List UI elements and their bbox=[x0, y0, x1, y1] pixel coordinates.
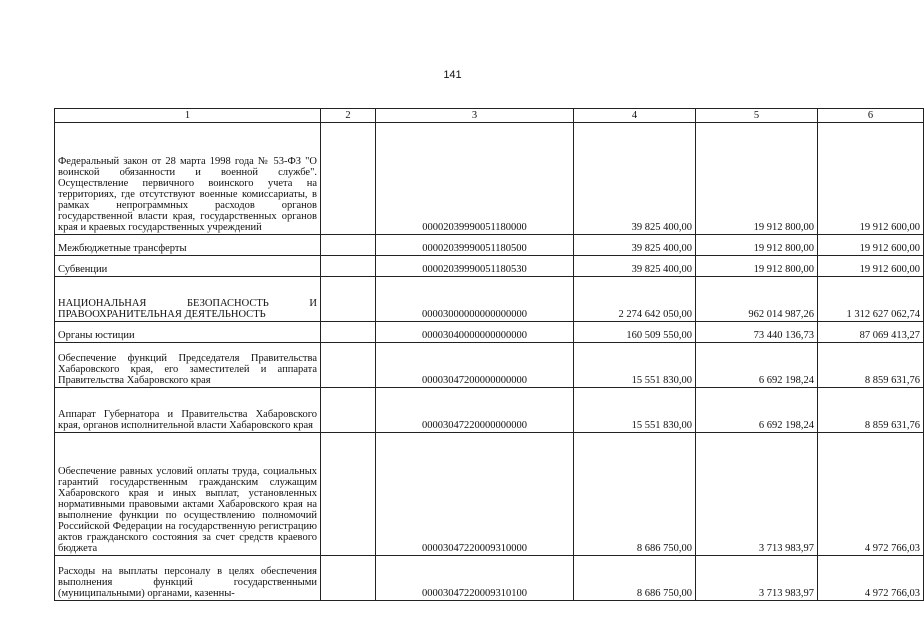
table-row bbox=[55, 556, 924, 601]
row-value-5-cell: 3 713 983,97 bbox=[696, 556, 818, 601]
row-value-4-cell: 15 551 830,00 bbox=[574, 388, 696, 433]
table-row bbox=[55, 343, 924, 388]
row-value-6-cell: 19 912 600,00 bbox=[818, 123, 924, 235]
row-col2-cell bbox=[321, 388, 376, 433]
row-value-5-cell: 19 912 800,00 bbox=[696, 235, 818, 256]
row-value-5-cell: 6 692 198,24 bbox=[696, 388, 818, 433]
row-value-5-cell: 3 713 983,97 bbox=[696, 433, 818, 556]
column-header-3: 3 bbox=[376, 109, 574, 123]
row-col2-cell bbox=[321, 235, 376, 256]
row-code-cell: 00002039990051180530 bbox=[376, 256, 574, 277]
row-value-6-cell: 8 859 631,76 bbox=[818, 343, 924, 388]
row-col2-cell bbox=[321, 277, 376, 322]
row-code-cell: 00003047220000000000 bbox=[376, 388, 574, 433]
row-value-4-cell: 39 825 400,00 bbox=[574, 235, 696, 256]
row-col2-cell bbox=[321, 322, 376, 343]
row-value-6-cell: 8 859 631,76 bbox=[818, 388, 924, 433]
table-row bbox=[55, 277, 924, 322]
row-value-6-cell: 19 912 600,00 bbox=[818, 235, 924, 256]
row-col2-cell bbox=[321, 123, 376, 235]
row-name-cell: Субвенции bbox=[55, 256, 321, 277]
column-header-2: 2 bbox=[321, 109, 376, 123]
row-code-cell: 00002039990051180000 bbox=[376, 123, 574, 235]
column-header-4: 4 bbox=[574, 109, 696, 123]
row-value-6-cell: 4 972 766,03 bbox=[818, 556, 924, 601]
row-value-6-cell: 87 069 413,27 bbox=[818, 322, 924, 343]
page-number: 141 bbox=[443, 69, 462, 81]
row-code-cell: 00003000000000000000 bbox=[376, 277, 574, 322]
row-name-cell: НАЦИОНАЛЬНАЯ БЕЗОПАСНОСТЬ И ПРАВООХРАНИТЕЛЬНАЯ ДЕЯТЕЛЬНОСТЬ bbox=[55, 277, 321, 322]
row-name-cell: Расходы на выплаты персоналу в целях обеспечения выполнения функций государственными (муниципальными) органами, казенны- bbox=[55, 556, 321, 601]
table-row bbox=[55, 433, 924, 556]
row-code-cell: 00003047220009310100 bbox=[376, 556, 574, 601]
row-name-cell: Органы юстиции bbox=[55, 322, 321, 343]
row-col2-cell bbox=[321, 433, 376, 556]
row-value-5-cell: 962 014 987,26 bbox=[696, 277, 818, 322]
header-row bbox=[55, 109, 924, 123]
row-value-4-cell: 39 825 400,00 bbox=[574, 123, 696, 235]
row-value-5-cell: 19 912 800,00 bbox=[696, 256, 818, 277]
row-value-5-cell: 73 440 136,73 bbox=[696, 322, 818, 343]
row-value-5-cell: 6 692 198,24 bbox=[696, 343, 818, 388]
row-code-cell: 00003047200000000000 bbox=[376, 343, 574, 388]
column-header-1: 1 bbox=[55, 109, 321, 123]
column-header-5: 5 bbox=[696, 109, 818, 123]
row-value-4-cell: 39 825 400,00 bbox=[574, 256, 696, 277]
row-col2-cell bbox=[321, 343, 376, 388]
row-value-6-cell: 4 972 766,03 bbox=[818, 433, 924, 556]
row-code-cell: 00003047220009310000 bbox=[376, 433, 574, 556]
row-value-6-cell: 19 912 600,00 bbox=[818, 256, 924, 277]
budget-table bbox=[54, 108, 924, 601]
row-value-4-cell: 2 274 642 050,00 bbox=[574, 277, 696, 322]
row-col2-cell bbox=[321, 556, 376, 601]
row-value-5-cell: 19 912 800,00 bbox=[696, 123, 818, 235]
table-row bbox=[55, 123, 924, 235]
table-row bbox=[55, 235, 924, 256]
row-code-cell: 00003040000000000000 bbox=[376, 322, 574, 343]
row-value-4-cell: 8 686 750,00 bbox=[574, 556, 696, 601]
row-name-cell: Обеспечение равных условий оплаты труда, социальных гарантий государственным гражданским служащим Хабаровского края и иных выплат, установленных нормативными правовыми актами Хабаровского края на выполнение функции по осуществлению полномочий Российской Федерации на государственную регистрацию актов гражданского состояния за счет средств краевого бюджета bbox=[55, 433, 321, 556]
column-header-6: 6 bbox=[818, 109, 924, 123]
row-name-cell: Межбюджетные трансферты bbox=[55, 235, 321, 256]
row-col2-cell bbox=[321, 256, 376, 277]
row-value-4-cell: 8 686 750,00 bbox=[574, 433, 696, 556]
row-code-cell: 00002039990051180500 bbox=[376, 235, 574, 256]
row-value-4-cell: 15 551 830,00 bbox=[574, 343, 696, 388]
table-row bbox=[55, 388, 924, 433]
row-value-4-cell: 160 509 550,00 bbox=[574, 322, 696, 343]
row-value-6-cell: 1 312 627 062,74 bbox=[818, 277, 924, 322]
table-row bbox=[55, 322, 924, 343]
row-name-cell: Обеспечение функций Председателя Правительства Хабаровского края, его заместителей и аппарата Правительства Хабаровского края bbox=[55, 343, 321, 388]
row-name-cell: Аппарат Губернатора и Правительства Хабаровского края, органов исполнительной власти Хабаровского края bbox=[55, 388, 321, 433]
row-name-cell: Федеральный закон от 28 марта 1998 года № 53-ФЗ "О воинской обязанности и военной службе". Осуществление первичного воинского учета на территориях, где отсутствуют военные комиссариаты, в рамках непрограммных расходов органов государственной власти края, государственных органов края и краевых государственных учреждений bbox=[55, 123, 321, 235]
table-row bbox=[55, 256, 924, 277]
